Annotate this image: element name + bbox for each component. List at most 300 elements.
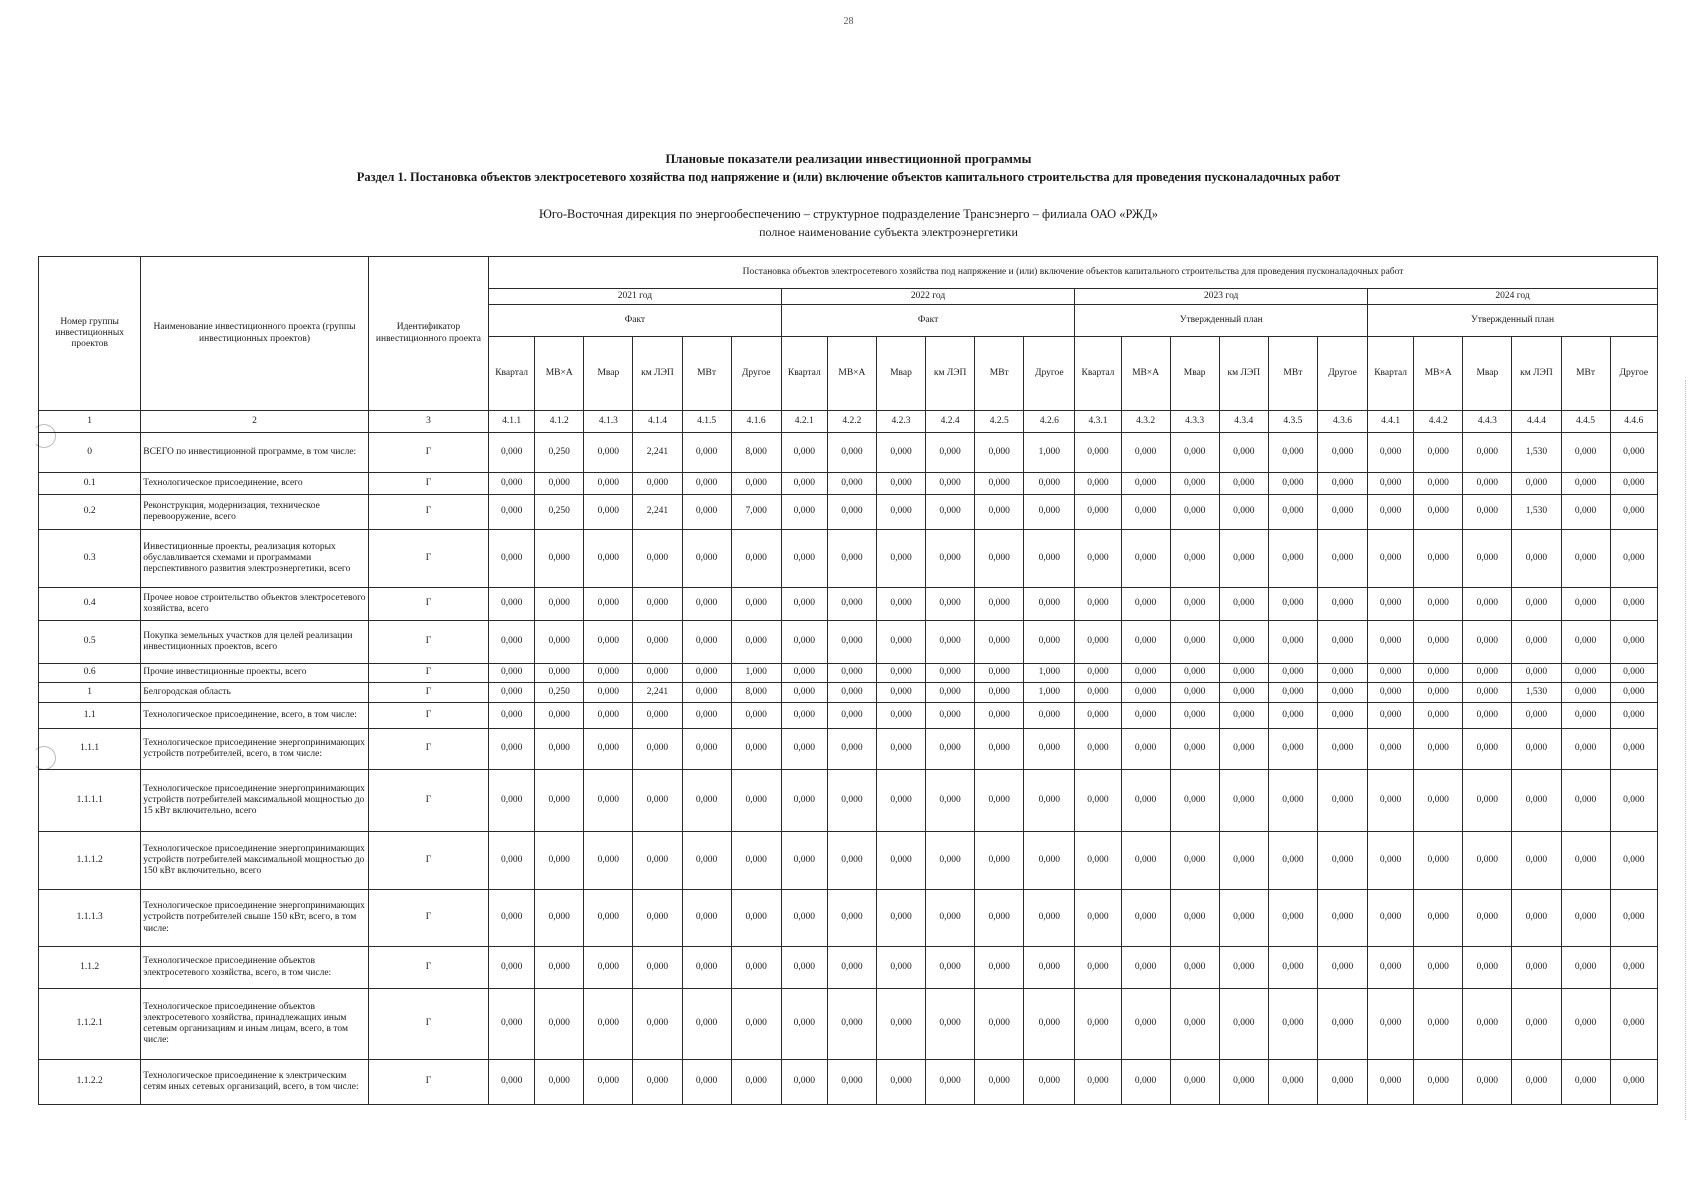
- value-cell: 0,000: [876, 989, 925, 1060]
- value-cell: 0,000: [1219, 530, 1268, 588]
- value-cell: 0,000: [827, 1060, 876, 1105]
- value-cell: 0,000: [975, 832, 1024, 890]
- header-unit: Мвар: [584, 337, 633, 411]
- header-unit: Квартал: [1368, 337, 1414, 411]
- value-cell: 0,000: [827, 703, 876, 729]
- indicators-table-container: [38, 256, 1658, 1105]
- value-cell: 0,000: [1317, 495, 1367, 530]
- value-cell: 0,000: [1317, 473, 1367, 495]
- value-cell: 0,000: [926, 989, 975, 1060]
- value-cell: 0,000: [827, 433, 876, 473]
- value-cell: 0,000: [1170, 1060, 1219, 1105]
- row-project-name: Технологическое присоединение энергопринимающих устройств потребителей максимальной мощностью до 150 кВт включительно, всего: [141, 832, 369, 890]
- value-cell: 0,000: [1024, 947, 1075, 989]
- value-cell: 0,000: [535, 588, 584, 621]
- header-status: Факт: [489, 305, 782, 337]
- row-identifier: Г: [368, 530, 488, 588]
- value-cell: 0,000: [781, 473, 827, 495]
- value-cell: 0,000: [1317, 1060, 1367, 1105]
- value-cell: 0,000: [1414, 947, 1463, 989]
- value-cell: 0,000: [1024, 729, 1075, 770]
- value-cell: 0,000: [1121, 664, 1170, 683]
- value-cell: 0,000: [876, 473, 925, 495]
- value-cell: 0,000: [1368, 683, 1414, 703]
- value-cell: 0,000: [633, 664, 682, 683]
- value-cell: 0,000: [1414, 433, 1463, 473]
- column-index: 2: [141, 411, 369, 433]
- value-cell: 0,000: [975, 473, 1024, 495]
- column-index: 4.4.3: [1463, 411, 1512, 433]
- value-cell: 0,000: [827, 890, 876, 947]
- row-project-name: Технологическое присоединение энергопринимающих устройств потребителей максимальной мощностью до 15 кВт включительно, всего: [141, 770, 369, 832]
- value-cell: 0,000: [1610, 495, 1657, 530]
- value-cell: 0,000: [682, 683, 731, 703]
- value-cell: 0,000: [1414, 1060, 1463, 1105]
- header-unit: МВ×А: [1414, 337, 1463, 411]
- value-cell: 0,000: [1121, 729, 1170, 770]
- value-cell: 2,241: [633, 495, 682, 530]
- value-cell: 0,000: [1317, 729, 1367, 770]
- value-cell: 0,000: [489, 433, 535, 473]
- column-index: 4.4.4: [1512, 411, 1561, 433]
- value-cell: 0,000: [1610, 832, 1657, 890]
- header-status: Утвержденный план: [1075, 305, 1368, 337]
- value-cell: 0,000: [781, 588, 827, 621]
- value-cell: 0,000: [827, 530, 876, 588]
- value-cell: 0,000: [1170, 989, 1219, 1060]
- value-cell: 0,000: [633, 621, 682, 664]
- row-group-number: 0: [39, 433, 141, 473]
- value-cell: 0,000: [1610, 890, 1657, 947]
- value-cell: 0,000: [1512, 621, 1561, 664]
- value-cell: 1,530: [1512, 495, 1561, 530]
- header-unit: МВ×А: [535, 337, 584, 411]
- value-cell: 0,000: [1610, 703, 1657, 729]
- value-cell: 0,000: [1561, 530, 1610, 588]
- value-cell: 0,000: [1368, 703, 1414, 729]
- value-cell: 0,000: [1219, 729, 1268, 770]
- row-project-name: Технологическое присоединение энергопринимающих устройств потребителей, всего, в том числе:: [141, 729, 369, 770]
- value-cell: 0,000: [535, 473, 584, 495]
- value-cell: 0,000: [827, 621, 876, 664]
- column-index: 4.4.5: [1561, 411, 1610, 433]
- column-index: 4.1.3: [584, 411, 633, 433]
- value-cell: 0,000: [1268, 664, 1317, 683]
- value-cell: 0,000: [827, 473, 876, 495]
- value-cell: 0,000: [1121, 989, 1170, 1060]
- value-cell: 0,000: [975, 729, 1024, 770]
- value-cell: 0,000: [1610, 530, 1657, 588]
- value-cell: 0,000: [682, 729, 731, 770]
- value-cell: 0,000: [682, 770, 731, 832]
- value-cell: 0,000: [781, 495, 827, 530]
- value-cell: 0,000: [1268, 832, 1317, 890]
- value-cell: 0,000: [1463, 729, 1512, 770]
- value-cell: 0,000: [1414, 703, 1463, 729]
- value-cell: 0,000: [584, 703, 633, 729]
- document-subtitle: Раздел 1. Постановка объектов электросетевого хозяйства под напряжение и (или) включение объектов капитального строительства для проведения пусконаладочных работ: [356, 170, 1341, 184]
- value-cell: 1,000: [1024, 664, 1075, 683]
- table-row: [39, 473, 1658, 495]
- header-status: Утвержденный план: [1368, 305, 1658, 337]
- row-identifier: Г: [368, 473, 488, 495]
- header-unit: Мвар: [876, 337, 925, 411]
- row-project-name: ВСЕГО по инвестиционной программе, в том числе:: [141, 433, 369, 473]
- row-group-number: 1: [39, 683, 141, 703]
- value-cell: 0,000: [781, 770, 827, 832]
- value-cell: 0,000: [1512, 664, 1561, 683]
- value-cell: 0,000: [584, 433, 633, 473]
- value-cell: 0,000: [926, 433, 975, 473]
- value-cell: 0,000: [1414, 683, 1463, 703]
- row-group-number: 0.5: [39, 621, 141, 664]
- value-cell: 0,250: [535, 433, 584, 473]
- column-index: 4.3.5: [1268, 411, 1317, 433]
- value-cell: 0,000: [1317, 770, 1367, 832]
- value-cell: 0,000: [584, 683, 633, 703]
- value-cell: 0,000: [1121, 530, 1170, 588]
- row-project-name: Технологическое присоединение к электрическим сетям иных сетевых организаций, всего, в том числе:: [141, 1060, 369, 1105]
- header-unit: км ЛЭП: [1512, 337, 1561, 411]
- value-cell: 0,000: [1368, 530, 1414, 588]
- value-cell: 0,000: [1561, 770, 1610, 832]
- row-project-name: Технологическое присоединение объектов электросетевого хозяйства, принадлежащих иным сетевым организациям и иным лицам, всего, в том числе:: [141, 989, 369, 1060]
- header-group-number: Номер группы инвестиционных проектов: [39, 257, 141, 411]
- value-cell: 0,000: [1219, 683, 1268, 703]
- value-cell: 0,000: [926, 890, 975, 947]
- row-group-number: 1.1.2: [39, 947, 141, 989]
- value-cell: 0,000: [1463, 530, 1512, 588]
- header-unit: км ЛЭП: [1219, 337, 1268, 411]
- value-cell: 0,000: [682, 588, 731, 621]
- row-identifier: Г: [368, 703, 488, 729]
- value-cell: 0,000: [1414, 664, 1463, 683]
- value-cell: 0,000: [1024, 473, 1075, 495]
- value-cell: 0,000: [1463, 588, 1512, 621]
- column-index: 4.1.6: [731, 411, 781, 433]
- header-unit: км ЛЭП: [633, 337, 682, 411]
- row-group-number: 0.3: [39, 530, 141, 588]
- value-cell: 0,000: [1170, 729, 1219, 770]
- document-title: Плановые показатели реализации инвестиционной программы: [665, 152, 1032, 166]
- header-unit: Квартал: [1075, 337, 1121, 411]
- value-cell: 0,000: [926, 495, 975, 530]
- header-unit: МВт: [975, 337, 1024, 411]
- row-group-number: 0.1: [39, 473, 141, 495]
- value-cell: 0,000: [682, 947, 731, 989]
- row-project-name: Прочие инвестиционные проекты, всего: [141, 664, 369, 683]
- value-cell: 0,000: [1075, 433, 1121, 473]
- value-cell: 0,000: [1219, 495, 1268, 530]
- row-project-name: Прочее новое строительство объектов электросетевого хозяйства, всего: [141, 588, 369, 621]
- value-cell: 0,000: [584, 989, 633, 1060]
- value-cell: 0,000: [1463, 664, 1512, 683]
- value-cell: 0,000: [1024, 530, 1075, 588]
- value-cell: 0,000: [1024, 495, 1075, 530]
- column-index: 4.3.6: [1317, 411, 1367, 433]
- value-cell: 0,000: [731, 530, 781, 588]
- value-cell: 0,000: [781, 989, 827, 1060]
- value-cell: 0,000: [489, 588, 535, 621]
- value-cell: 0,000: [584, 621, 633, 664]
- value-cell: 0,000: [1414, 770, 1463, 832]
- value-cell: 0,000: [827, 683, 876, 703]
- value-cell: 0,000: [1317, 989, 1367, 1060]
- value-cell: 0,000: [781, 947, 827, 989]
- value-cell: 0,000: [1268, 433, 1317, 473]
- value-cell: 0,000: [1075, 621, 1121, 664]
- value-cell: 0,000: [633, 770, 682, 832]
- value-cell: 0,000: [1610, 683, 1657, 703]
- value-cell: 0,000: [1170, 947, 1219, 989]
- table-header: [39, 257, 1658, 433]
- header-year: 2022 год: [781, 289, 1075, 305]
- header-unit: Другое: [1024, 337, 1075, 411]
- value-cell: 0,000: [1610, 770, 1657, 832]
- value-cell: 0,000: [731, 621, 781, 664]
- row-identifier: Г: [368, 495, 488, 530]
- header-unit: Другое: [1317, 337, 1367, 411]
- value-cell: 0,000: [926, 530, 975, 588]
- value-cell: 0,000: [781, 664, 827, 683]
- table-row: [39, 770, 1658, 832]
- header-unit: Мвар: [1170, 337, 1219, 411]
- value-cell: 0,000: [535, 770, 584, 832]
- value-cell: 0,000: [876, 495, 925, 530]
- value-cell: 0,000: [1561, 588, 1610, 621]
- value-cell: 0,000: [1219, 664, 1268, 683]
- header-status: Факт: [781, 305, 1075, 337]
- value-cell: 0,000: [1121, 703, 1170, 729]
- table-row: [39, 1060, 1658, 1105]
- value-cell: 0,000: [489, 530, 535, 588]
- value-cell: 0,000: [535, 729, 584, 770]
- value-cell: 0,000: [1024, 1060, 1075, 1105]
- row-identifier: Г: [368, 683, 488, 703]
- value-cell: 0,000: [731, 1060, 781, 1105]
- value-cell: 0,000: [1121, 495, 1170, 530]
- table-row: [39, 989, 1658, 1060]
- value-cell: 0,000: [1368, 473, 1414, 495]
- value-cell: 0,000: [926, 473, 975, 495]
- value-cell: 0,000: [731, 947, 781, 989]
- value-cell: 0,000: [1268, 947, 1317, 989]
- value-cell: 1,530: [1512, 433, 1561, 473]
- value-cell: 0,250: [535, 683, 584, 703]
- value-cell: 0,000: [1219, 588, 1268, 621]
- row-identifier: Г: [368, 890, 488, 947]
- value-cell: 0,000: [1024, 989, 1075, 1060]
- value-cell: 0,000: [1512, 947, 1561, 989]
- value-cell: 0,000: [827, 664, 876, 683]
- value-cell: 0,000: [1561, 832, 1610, 890]
- value-cell: 0,000: [731, 703, 781, 729]
- value-cell: 0,000: [1512, 770, 1561, 832]
- value-cell: 0,000: [1170, 703, 1219, 729]
- value-cell: 0,000: [633, 729, 682, 770]
- value-cell: 0,000: [489, 989, 535, 1060]
- value-cell: 0,000: [584, 1060, 633, 1105]
- table-row: [39, 433, 1658, 473]
- value-cell: 0,000: [1414, 530, 1463, 588]
- row-identifier: Г: [368, 664, 488, 683]
- value-cell: 0,000: [1268, 770, 1317, 832]
- header-unit: Квартал: [781, 337, 827, 411]
- value-cell: 0,000: [1121, 433, 1170, 473]
- value-cell: 0,000: [876, 530, 925, 588]
- row-identifier: Г: [368, 729, 488, 770]
- value-cell: 0,000: [489, 770, 535, 832]
- value-cell: 0,000: [682, 890, 731, 947]
- value-cell: 0,000: [1024, 703, 1075, 729]
- value-cell: 0,000: [1368, 770, 1414, 832]
- value-cell: 0,000: [1610, 989, 1657, 1060]
- value-cell: 0,000: [633, 832, 682, 890]
- value-cell: 0,000: [1414, 890, 1463, 947]
- value-cell: 0,000: [1170, 890, 1219, 947]
- indicators-table: [38, 256, 1658, 1105]
- value-cell: 0,000: [1368, 664, 1414, 683]
- value-cell: 0,000: [1170, 588, 1219, 621]
- value-cell: 0,000: [975, 770, 1024, 832]
- header-identifier: Идентификатор инвестиционного проекта: [368, 257, 488, 411]
- value-cell: 0,000: [1368, 433, 1414, 473]
- row-identifier: Г: [368, 621, 488, 664]
- column-index: 4.2.4: [926, 411, 975, 433]
- value-cell: 0,000: [682, 530, 731, 588]
- value-cell: 0,000: [633, 989, 682, 1060]
- value-cell: 0,000: [1561, 890, 1610, 947]
- header-main: Постановка объектов электросетевого хозяйства под напряжение и (или) включение объектов капитального строительства для проведения пусконаладочных работ: [489, 257, 1658, 289]
- value-cell: 0,000: [1075, 495, 1121, 530]
- value-cell: 0,000: [926, 703, 975, 729]
- header-project-name: Наименование инвестиционного проекта (группы инвестиционных проектов): [141, 257, 369, 411]
- value-cell: 0,000: [1024, 890, 1075, 947]
- value-cell: 0,000: [1512, 1060, 1561, 1105]
- value-cell: 0,000: [1268, 621, 1317, 664]
- value-cell: 0,000: [489, 729, 535, 770]
- value-cell: 0,000: [1610, 947, 1657, 989]
- value-cell: 0,000: [731, 588, 781, 621]
- column-index: 4.1.2: [535, 411, 584, 433]
- value-cell: 0,000: [827, 729, 876, 770]
- value-cell: 0,000: [876, 947, 925, 989]
- value-cell: 0,000: [926, 832, 975, 890]
- value-cell: 0,000: [975, 890, 1024, 947]
- column-index: 4.2.1: [781, 411, 827, 433]
- value-cell: 0,000: [926, 947, 975, 989]
- value-cell: 0,000: [1170, 770, 1219, 832]
- value-cell: 0,000: [584, 890, 633, 947]
- value-cell: 0,000: [1512, 729, 1561, 770]
- value-cell: 0,000: [1170, 683, 1219, 703]
- value-cell: 0,000: [1075, 890, 1121, 947]
- value-cell: 0,000: [1219, 433, 1268, 473]
- row-identifier: Г: [368, 588, 488, 621]
- value-cell: 0,000: [781, 530, 827, 588]
- header-unit: МВт: [682, 337, 731, 411]
- value-cell: 0,000: [1368, 890, 1414, 947]
- value-cell: 0,000: [584, 530, 633, 588]
- value-cell: 0,000: [876, 832, 925, 890]
- value-cell: 0,000: [1219, 621, 1268, 664]
- value-cell: 0,000: [1368, 495, 1414, 530]
- value-cell: 0,000: [1317, 703, 1367, 729]
- value-cell: 0,000: [489, 1060, 535, 1105]
- row-project-name: Белгородская область: [141, 683, 369, 703]
- column-index: 1: [39, 411, 141, 433]
- value-cell: 0,000: [827, 495, 876, 530]
- value-cell: 0,000: [1610, 729, 1657, 770]
- value-cell: 0,000: [584, 729, 633, 770]
- column-index: 4.1.1: [489, 411, 535, 433]
- column-index: 4.4.6: [1610, 411, 1657, 433]
- value-cell: 0,000: [1075, 683, 1121, 703]
- row-group-number: 0.2: [39, 495, 141, 530]
- value-cell: 0,000: [975, 664, 1024, 683]
- value-cell: 0,000: [1317, 621, 1367, 664]
- value-cell: 0,000: [489, 832, 535, 890]
- row-project-name: Покупка земельных участков для целей реализации инвестиционных проектов, всего: [141, 621, 369, 664]
- value-cell: 0,000: [975, 621, 1024, 664]
- value-cell: 0,000: [489, 703, 535, 729]
- value-cell: 0,000: [1219, 770, 1268, 832]
- header-unit: Мвар: [1463, 337, 1512, 411]
- value-cell: 0,000: [876, 703, 925, 729]
- row-identifier: Г: [368, 433, 488, 473]
- value-cell: 0,000: [926, 683, 975, 703]
- value-cell: 0,000: [1561, 703, 1610, 729]
- value-cell: 0,000: [1561, 989, 1610, 1060]
- entity-name: Юго-Восточная дирекция по энергообеспечению – структурное подразделение Трансэнерго – филиала ОАО «РЖД»: [538, 207, 1159, 221]
- header-unit: Другое: [731, 337, 781, 411]
- value-cell: 0,000: [1170, 433, 1219, 473]
- value-cell: 0,000: [1414, 621, 1463, 664]
- value-cell: 0,000: [1075, 729, 1121, 770]
- value-cell: 0,000: [876, 588, 925, 621]
- column-index: 4.2.6: [1024, 411, 1075, 433]
- value-cell: 0,000: [1414, 588, 1463, 621]
- value-cell: 0,000: [1219, 473, 1268, 495]
- value-cell: 0,000: [876, 621, 925, 664]
- value-cell: 0,000: [731, 832, 781, 890]
- value-cell: 0,000: [1268, 729, 1317, 770]
- value-cell: 0,000: [682, 703, 731, 729]
- value-cell: 0,000: [926, 729, 975, 770]
- value-cell: 0,000: [1317, 890, 1367, 947]
- value-cell: 0,000: [682, 1060, 731, 1105]
- value-cell: 0,000: [975, 989, 1024, 1060]
- row-group-number: 1.1.1: [39, 729, 141, 770]
- value-cell: 0,000: [1463, 832, 1512, 890]
- value-cell: 0,000: [1561, 495, 1610, 530]
- value-cell: 0,000: [535, 832, 584, 890]
- value-cell: 0,000: [584, 495, 633, 530]
- value-cell: 0,000: [731, 770, 781, 832]
- header-year: 2021 год: [489, 289, 782, 305]
- table-row: [39, 729, 1658, 770]
- header-unit: Квартал: [489, 337, 535, 411]
- value-cell: 0,000: [1561, 947, 1610, 989]
- value-cell: 0,000: [1075, 530, 1121, 588]
- value-cell: 0,000: [489, 473, 535, 495]
- value-cell: 0,000: [682, 433, 731, 473]
- row-group-number: 1.1.2.2: [39, 1060, 141, 1105]
- value-cell: 0,000: [1368, 989, 1414, 1060]
- value-cell: 0,000: [1170, 664, 1219, 683]
- value-cell: 0,000: [876, 770, 925, 832]
- value-cell: 7,000: [731, 495, 781, 530]
